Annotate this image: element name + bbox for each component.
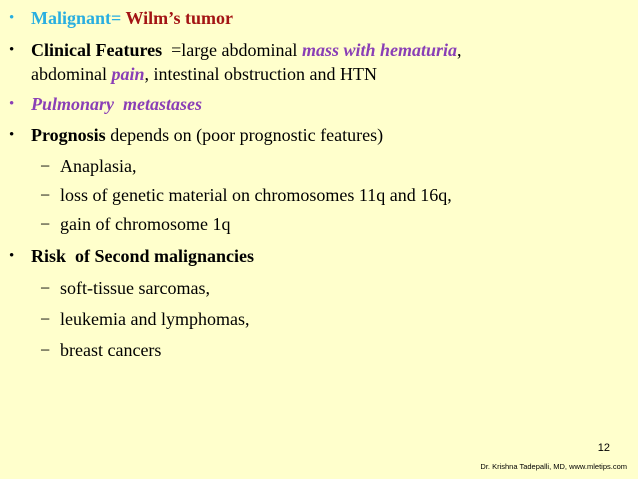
sub-item-text: Anaplasia, bbox=[60, 156, 137, 176]
prognosis-rest: depends on (poor prognostic features) bbox=[105, 125, 384, 145]
pulmonary-metastases-text: Pulmonary metastases bbox=[31, 94, 203, 114]
dash-marker: − bbox=[40, 156, 51, 176]
abdominal-text: abdominal bbox=[31, 64, 112, 84]
bullet-dot: • bbox=[9, 96, 15, 112]
sub-item-text: gain of chromosome 1q bbox=[60, 214, 231, 234]
dash-marker: − bbox=[40, 214, 51, 234]
dash-marker: − bbox=[40, 309, 51, 329]
sub-item-text: loss of genetic material on chromosomes 11q and 16q, bbox=[60, 185, 452, 205]
clinical-features-label: Clinical Features bbox=[31, 40, 163, 60]
intestinal-text: , intestinal obstruction and HTN bbox=[144, 64, 377, 84]
sub-item-text: soft-tissue sarcomas, bbox=[60, 278, 210, 298]
dash-marker: − bbox=[40, 278, 51, 298]
risk-label: Risk of Second malignancies bbox=[31, 246, 255, 266]
sub-item-text: breast cancers bbox=[60, 340, 162, 360]
malignant-label: Malignant= bbox=[31, 8, 126, 28]
prognosis-label: Prognosis bbox=[31, 125, 106, 145]
mass-hematuria-text: mass with hematuria bbox=[301, 40, 457, 60]
clinical-features-eq: =large abdominal bbox=[162, 40, 302, 60]
bullet-dot: • bbox=[9, 42, 15, 58]
footer-credit: Dr. Krishna Tadepalli, MD, www.mletips.com bbox=[480, 462, 627, 471]
pain-text: pain bbox=[111, 64, 145, 84]
bullet-dot: • bbox=[9, 10, 15, 26]
bullet-dot: • bbox=[9, 127, 15, 143]
page-number: 12 bbox=[597, 442, 610, 454]
bullet-dot: • bbox=[9, 248, 15, 264]
clinical-features-line2 bbox=[31, 63, 377, 85]
sub-item-text: leukemia and lymphomas, bbox=[60, 309, 250, 329]
dash-marker: − bbox=[40, 185, 51, 205]
clinical-comma: , bbox=[457, 40, 462, 60]
dash-marker: − bbox=[40, 340, 51, 360]
wilms-tumor-text: Wilm’s tumor bbox=[125, 8, 233, 28]
